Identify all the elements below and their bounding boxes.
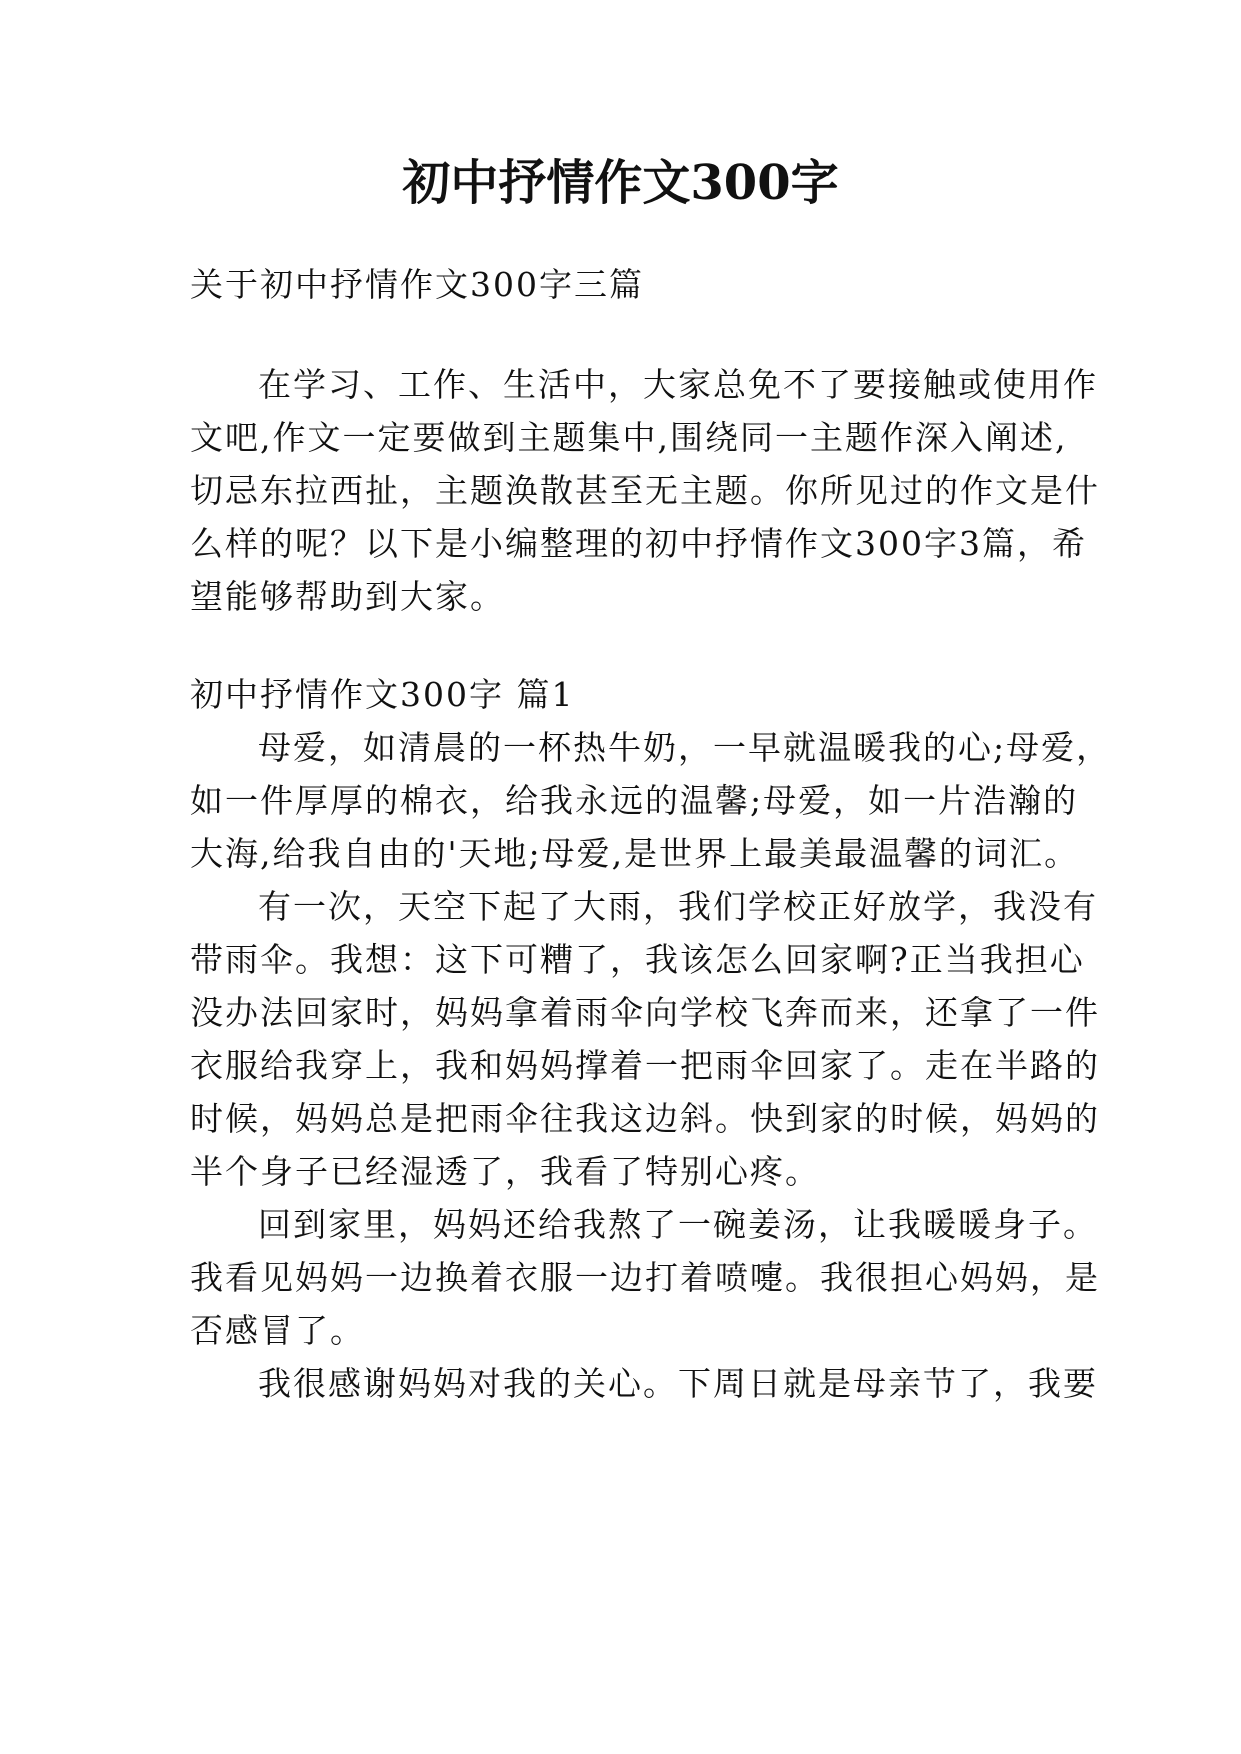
paragraph-line: 带雨伞。我想：这下可糟了，我该怎么回家啊?正当我担心 bbox=[190, 940, 1085, 979]
paragraph-line: 我看见妈妈一边换着衣服一边打着喷嚏。我很担心妈妈，是 bbox=[190, 1258, 1100, 1297]
paragraph-line: 我很感谢妈妈对我的关心。下周日就是母亲节了，我要 bbox=[258, 1364, 1098, 1403]
paragraph-line: 如一件厚厚的棉衣，给我永远的温馨;母爱，如一片浩瀚的 bbox=[190, 781, 1079, 820]
intro-line: 切忌东拉西扯，主题涣散甚至无主题。你所见过的作文是什 bbox=[190, 471, 1100, 510]
paragraph-line: 否感冒了。 bbox=[190, 1311, 365, 1350]
document-title: 初中抒情作文300字 bbox=[402, 155, 839, 211]
paragraph-line: 母爱，如清晨的一杯热牛奶，一早就温暖我的心;母爱， bbox=[258, 728, 1112, 767]
paragraph-line: 有一次，天空下起了大雨，我们学校正好放学，我没有 bbox=[258, 887, 1098, 926]
intro-line: 文吧,作文一定要做到主题集中,围绕同一主题作深入阐述, bbox=[190, 418, 1068, 457]
paragraph-line: 回到家里，妈妈还给我熬了一碗姜汤，让我暖暖身子。 bbox=[258, 1205, 1098, 1244]
paragraph-line: 衣服给我穿上，我和妈妈撑着一把雨伞回家了。走在半路的 bbox=[190, 1046, 1100, 1085]
section-heading: 初中抒情作文300字 篇1 bbox=[190, 675, 575, 714]
document-subtitle: 关于初中抒情作文300字三篇 bbox=[190, 265, 644, 304]
paragraph-line: 大海,给我自由的'天地;母爱,是世界上最美最温馨的词汇。 bbox=[190, 834, 1080, 873]
paragraph-line: 时候，妈妈总是把雨伞往我这边斜。快到家的时候，妈妈的 bbox=[190, 1099, 1100, 1138]
intro-line: 在学习、工作、生活中，大家总免不了要接触或使用作 bbox=[258, 365, 1098, 404]
paragraph-line: 没办法回家时，妈妈拿着雨伞向学校飞奔而来，还拿了一件 bbox=[190, 993, 1100, 1032]
paragraph-line: 半个身子已经湿透了，我看了特别心疼。 bbox=[190, 1152, 820, 1191]
intro-line: 望能够帮助到大家。 bbox=[190, 577, 505, 616]
intro-line: 么样的呢？以下是小编整理的初中抒情作文300字3篇，希 bbox=[190, 524, 1087, 563]
